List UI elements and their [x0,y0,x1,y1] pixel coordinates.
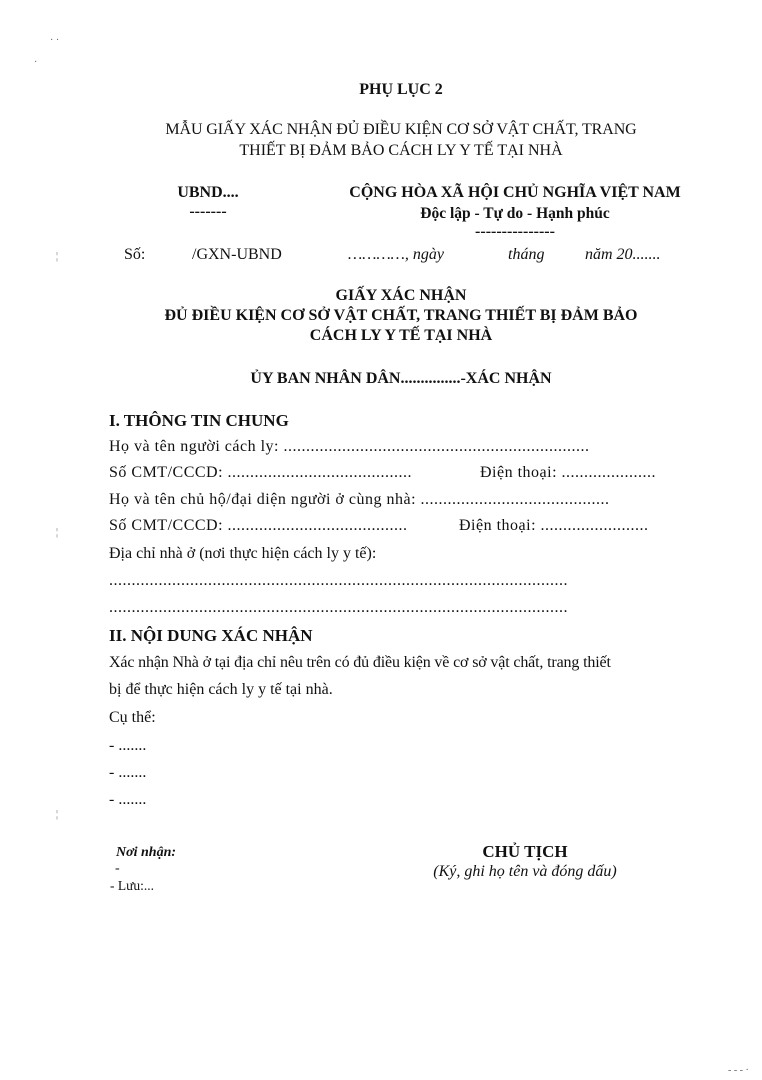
section1-heading: I. THÔNG TIN CHUNG [109,411,289,430]
nation-name: CỘNG HÒA XÃ HỘI CHỦ NGHĨA VIỆT NAM [349,184,681,201]
signer-title: CHỦ TỊCH [482,842,568,861]
scan-speck: · [34,57,38,68]
confirmation-text-line1: Xác nhận Nhà ở tại địa chỉ nêu trên có đủ điều kiện về cơ sở vật chất, trang thiết [109,654,611,671]
address-label: Địa chỉ nhà ở (nơi thực hiện cách ly y tế): [109,545,377,562]
specifics-label: Cụ thể: [109,709,156,726]
section2-heading: II. NỘI DUNG XÁC NHẬN [109,626,313,645]
certificate-subtitle-line1: ĐỦ ĐIỀU KIỆN CƠ SỞ VẬT CHẤT, TRANG THIẾT BỊ ĐẢM BẢO [164,307,638,324]
motto-rule: --------------- [475,223,555,240]
form-title-line2: THIẾT BỊ ĐẢM BẢO CÁCH LY Y TẾ TẠI NHÀ [239,142,563,159]
form-title-line1: MẪU GIẤY XÁC NHẬN ĐỦ ĐIỀU KIỆN CƠ SỞ VẬT CHẤT, TRANG [165,121,637,138]
national-motto: Độc lập - Tự do - Hạnh phúc [420,205,610,222]
certificate-title: GIẤY XÁC NHẬN [335,287,467,304]
signature-instruction: (Ký, ghi họ tên và đóng dấu) [433,863,617,880]
recipients-archive: - Lưu:... [110,878,155,893]
place-and-day: …………, ngày [348,246,445,263]
scan-speck: - - - · [728,1065,749,1076]
recipients-label: Nơi nhận: [116,845,177,860]
document-number-code: /GXN-UBND [192,246,282,263]
id-number-field-1: Số CMT/CCCD: ......................................... [109,464,413,481]
household-head-field: Họ và tên chủ hộ/đại diện người ở cùng nhà: .......................................... [109,491,610,508]
committee-confirmation: ỦY BAN NHÂN DÂN...............-XÁC NHẬN [250,370,552,387]
date-year: năm 20....... [585,246,661,263]
phone-field-2: Điện thoại: ........................ [459,517,649,534]
agency-name: UBND.... [177,184,239,201]
scan-speck: ¦ [56,251,59,262]
id-number-field-2: Số CMT/CCCD: ........................................ [109,517,408,534]
scan-speck: ¦ [56,527,59,538]
date-month: tháng [508,246,545,263]
agency-rule: ------- [189,203,227,220]
address-line-2: ...................................................................................................... [109,599,568,616]
specific-item: - ....... [109,764,147,781]
certificate-subtitle-line2: CÁCH LY Y TẾ TẠI NHÀ [309,327,493,344]
specific-item: - ....... [109,737,147,754]
specific-item: - ....... [109,791,147,808]
appendix-heading: PHỤ LỤC 2 [359,81,443,98]
confirmation-text-line2: bị để thực hiện cách ly y tế tại nhà. [109,681,333,698]
address-line-1: ...................................................................................................... [109,572,568,589]
scan-speck: · · [50,35,60,46]
scan-speck: ¦ [56,809,59,820]
isolated-person-name-field: Họ và tên người cách ly: .................................................................... [109,438,590,455]
phone-field-1: Điện thoại: ..................... [480,464,657,481]
recipients-dash: - [115,861,120,876]
document-number-label: Số: [124,246,146,263]
